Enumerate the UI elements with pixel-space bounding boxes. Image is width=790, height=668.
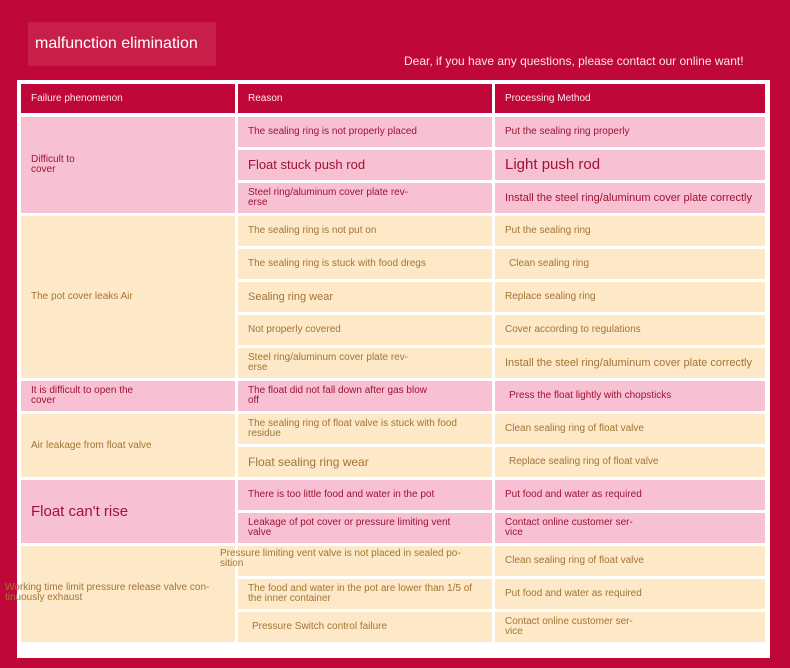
method-cell: Press the float lightly with chopsticks xyxy=(495,381,765,411)
column-header-method: Processing Method xyxy=(495,84,765,113)
reason-cell: There is too little food and water in the pot xyxy=(238,480,492,510)
failure-difficult-to-open: It is difficult to open the cover xyxy=(21,381,235,411)
failure-valve-exhaust: Working time limit pressure release valve con- tinuously exhaust xyxy=(5,582,210,603)
failure-difficult-to-cover: Difficult to cover xyxy=(21,117,235,213)
reason-cell: Float sealing ring wear xyxy=(238,447,492,477)
method-cell: Contact online customer ser- vice xyxy=(495,612,765,642)
method-cell: Put the sealing ring xyxy=(495,216,765,246)
method-cell: Replace sealing ring of float valve xyxy=(495,447,765,477)
method-cell: Put the sealing ring properly xyxy=(495,117,765,147)
reason-cell: Pressure Switch control failure xyxy=(238,612,492,642)
method-cell: Put food and water as required xyxy=(495,579,765,609)
failure-pot-cover-leaks-air: The pot cover leaks Air xyxy=(21,216,235,378)
failure-float-cant-rise: Float can't rise xyxy=(21,480,235,543)
reason-cell: Sealing ring wear xyxy=(238,282,492,312)
column-header-failure: Failure phenomenon xyxy=(21,84,235,113)
reason-cell: Leakage of pot cover or pressure limiting vent valve xyxy=(238,513,492,543)
column-header-reason: Reason xyxy=(238,84,492,113)
failure-float-valve-leak: Air leakage from float valve xyxy=(21,414,235,477)
reason-cell: Steel ring/aluminum cover plate rev- erse xyxy=(238,183,492,213)
contact-notice: Dear, if you have any questions, please contact our online want! xyxy=(404,54,744,68)
reason-cell: The float did not fall down after gas blow off xyxy=(238,381,492,411)
reason-cell: The sealing ring is stuck with food dregs xyxy=(238,249,492,279)
method-cell: Put food and water as required xyxy=(495,480,765,510)
reason-cell: Steel ring/aluminum cover plate rev- erse xyxy=(238,348,492,378)
reason-cell: The food and water in the pot are lower than 1/5 of the inner container xyxy=(238,579,492,609)
page-title: malfunction elimination xyxy=(28,22,216,66)
reason-cell: Float stuck push rod xyxy=(238,150,492,180)
method-cell: Install the steel ring/aluminum cover plate correctly xyxy=(495,348,765,378)
method-cell: Cover according to regulations xyxy=(495,315,765,345)
reason-cell: The sealing ring is not properly placed xyxy=(238,117,492,147)
method-cell: Replace sealing ring xyxy=(495,282,765,312)
method-cell: Clean sealing ring of float valve xyxy=(495,414,765,444)
method-cell: Light push rod xyxy=(495,150,765,180)
method-cell: Contact online customer ser- vice xyxy=(495,513,765,543)
method-cell: Install the steel ring/aluminum cover plate correctly xyxy=(495,183,765,213)
reason-cell: The sealing ring of float valve is stuck with food residue xyxy=(238,414,492,444)
reason-cell: The sealing ring is not put on xyxy=(238,216,492,246)
method-cell: Clean sealing ring xyxy=(495,249,765,279)
reason-cell: Not properly covered xyxy=(238,315,492,345)
troubleshooting-table xyxy=(17,80,770,658)
reason-overflow-text: Pressure limiting vent valve is not placed in sealed po- sition xyxy=(220,548,461,569)
method-cell: Clean sealing ring of float valve xyxy=(495,546,765,576)
